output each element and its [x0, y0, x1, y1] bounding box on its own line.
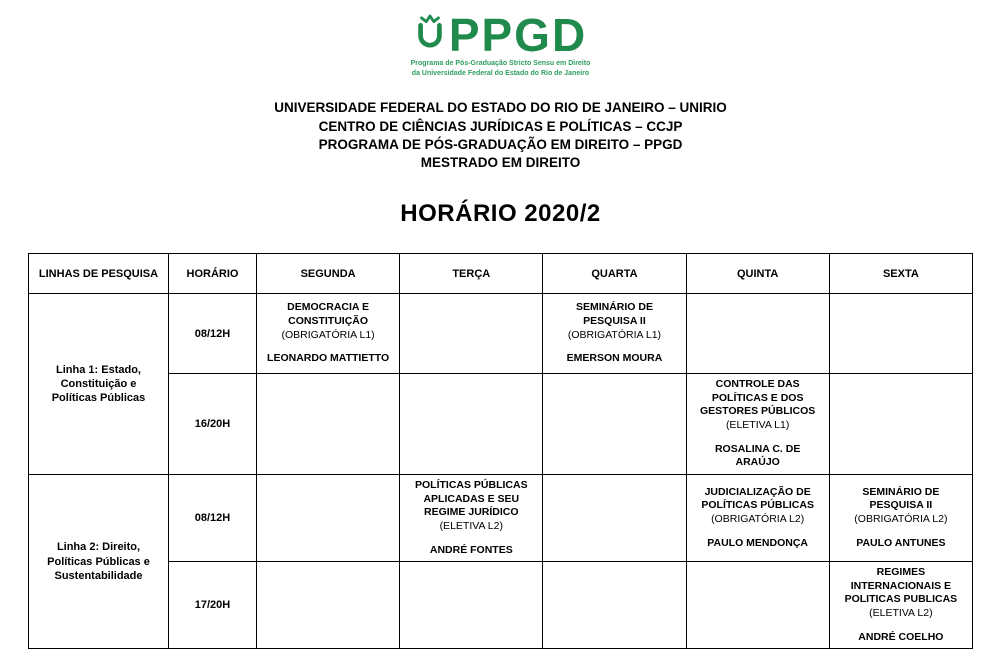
column-header-sexta: SEXTA [829, 254, 972, 294]
schedule-cell [257, 562, 400, 649]
schedule-cell [400, 374, 543, 475]
schedule-cell [543, 374, 686, 475]
table-row [29, 374, 973, 475]
schedule-cell [829, 475, 972, 562]
logo-tagline-line1: Programa de Pós-Graduação Stricto Sensu em Direito [410, 60, 591, 67]
research-line-1-label: Linha 1: Estado, Constituição e Políticas Públicas [29, 294, 169, 475]
column-header-linhas: LINHAS DE PESQUISA [29, 254, 169, 294]
schedule-cell [829, 562, 972, 649]
professor-name: PAULO ANTUNES [856, 536, 946, 549]
course-type: (ELETIVA L2) [869, 607, 933, 620]
header-line-program: PROGRAMA DE PÓS-GRADUAÇÃO EM DIREITO – PPGD [318, 136, 683, 152]
schedule-cell [257, 294, 400, 374]
course-name: DEMOCRACIA E CONSTITUIÇÃO [287, 301, 370, 328]
course-name: CONTROLE DAS POLÍTICAS E DOS GESTORES PÚBLICOS [699, 378, 816, 418]
column-header-segunda: SEGUNDA [257, 254, 400, 294]
schedule-cell [400, 294, 543, 374]
schedule-cell [543, 294, 686, 374]
time-slot: 08/12H [169, 294, 257, 374]
schedule-cell [257, 374, 400, 475]
page-title: HORÁRIO 2020/2 [400, 200, 601, 228]
professor-name: PAULO MENDONÇA [707, 536, 809, 549]
course-type: (ELETIVA L1) [725, 419, 790, 432]
ppgd-emblem-icon [414, 11, 446, 57]
professor-name: ANDRÉ COELHO [858, 630, 944, 643]
schedule-cell [543, 475, 686, 562]
professor-name: LEONARDO MATTIETTO [267, 352, 390, 365]
schedule-cell [829, 294, 972, 374]
professor-name: ROSALINA C. DE ARAÚJO [714, 442, 801, 469]
table-row [29, 562, 973, 649]
course-type: (OBRIGATÓRIA L1) [567, 328, 662, 341]
course-name: JUDICIALIZAÇÃO DE POLÍTICAS PÚBLICAS [701, 485, 814, 512]
column-header-quarta: QUARTA [543, 254, 686, 294]
schedule-cell [400, 562, 543, 649]
schedule-cell [686, 374, 829, 475]
schedule-cell [686, 475, 829, 562]
course-type: (OBRIGATÓRIA L2) [854, 513, 948, 526]
course-name: REGIMES INTERNACIONAIS E POLITICAS PUBLICAS [844, 566, 958, 606]
schedule-cell [686, 294, 829, 374]
column-header-quinta: QUINTA [686, 254, 829, 294]
research-line-2-label: Linha 2: Direito, Políticas Públicas e Sustentabilidade [29, 475, 169, 649]
schedule-cell [829, 374, 972, 475]
time-slot: 17/20H [169, 562, 257, 649]
schedule-cell [686, 562, 829, 649]
schedule-table [28, 253, 973, 649]
course-name: SEMINÁRIO DE PESQUISA II [862, 485, 940, 512]
course-type: (ELETIVA L2) [439, 519, 503, 532]
table-row [29, 475, 973, 562]
table-header-row [29, 254, 973, 294]
course-type: (OBRIGATÓRIA L1) [281, 328, 375, 341]
column-header-horario: HORÁRIO [169, 254, 257, 294]
professor-name: EMERSON MOURA [566, 352, 663, 365]
schedule-cell [400, 475, 543, 562]
time-slot: 08/12H [169, 475, 257, 562]
logo-text: PPGD [448, 9, 588, 61]
header-line-university: UNIVERSIDADE FEDERAL DO ESTADO DO RIO DE JANEIRO – UNIRIO [274, 100, 727, 116]
column-header-terca: TERÇA [400, 254, 543, 294]
logo-tagline [0, 59, 1001, 79]
table-row [29, 294, 973, 374]
schedule-cell [543, 562, 686, 649]
time-slot: 16/20H [169, 374, 257, 475]
logo-tagline-line2: da Universidade Federal do Estado do Rio de Janeiro [411, 70, 590, 78]
logo [0, 9, 1001, 79]
header-line-degree: MESTRADO EM DIREITO [420, 154, 581, 170]
header-line-center: CENTRO DE CIÊNCIAS JURÍDICAS E POLÍTICAS – CCJP [318, 118, 683, 134]
institution-header [0, 99, 1001, 172]
course-type: (OBRIGATÓRIA L2) [711, 513, 805, 526]
course-name: POLÍTICAS PÚBLICAS APLICADAS E SEU REGIME JURÍDICO [414, 479, 528, 519]
professor-name: ANDRÉ FONTES [429, 543, 513, 556]
course-name: SEMINÁRIO DE PESQUISA II [575, 301, 653, 328]
schedule-cell [257, 475, 400, 562]
